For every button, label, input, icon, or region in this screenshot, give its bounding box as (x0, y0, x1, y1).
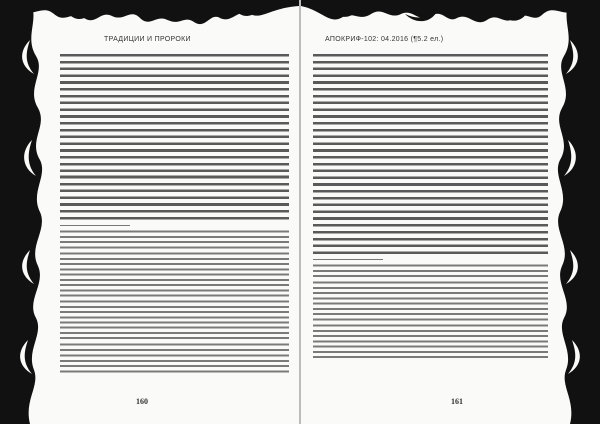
body-paragraph (60, 174, 289, 222)
page-body (60, 52, 289, 388)
body-paragraph (60, 52, 289, 174)
footnote (60, 353, 289, 374)
left-page (0, 0, 299, 424)
tribal-flame-border-icon (552, 0, 600, 424)
page-number: 160 (136, 397, 148, 406)
footnote (313, 280, 548, 301)
footnote (313, 301, 548, 322)
body-paragraph (313, 229, 548, 256)
footnote (60, 272, 289, 298)
footnote (313, 323, 548, 344)
footnotes (60, 229, 289, 374)
page-number: 161 (451, 397, 463, 406)
body-paragraph (313, 188, 548, 229)
footnote-rule (313, 259, 383, 260)
body-paragraph (313, 52, 548, 188)
footnote (313, 263, 548, 279)
footnote (60, 342, 289, 352)
running-head: ТРАДИЦИИ И ПРОРОКИ (104, 36, 191, 43)
footnote (60, 229, 289, 250)
footnote (60, 325, 289, 341)
right-page (301, 0, 600, 424)
footnotes (313, 263, 548, 360)
page-body (313, 52, 548, 388)
footnote (313, 344, 548, 360)
running-head: АПОКРИФ-102: 04.2016 (¶5.2 ел.) (325, 36, 444, 43)
footnote-rule (60, 225, 130, 226)
footnote (60, 251, 289, 272)
tribal-flame-border-icon (0, 0, 48, 424)
footnote (60, 299, 289, 325)
